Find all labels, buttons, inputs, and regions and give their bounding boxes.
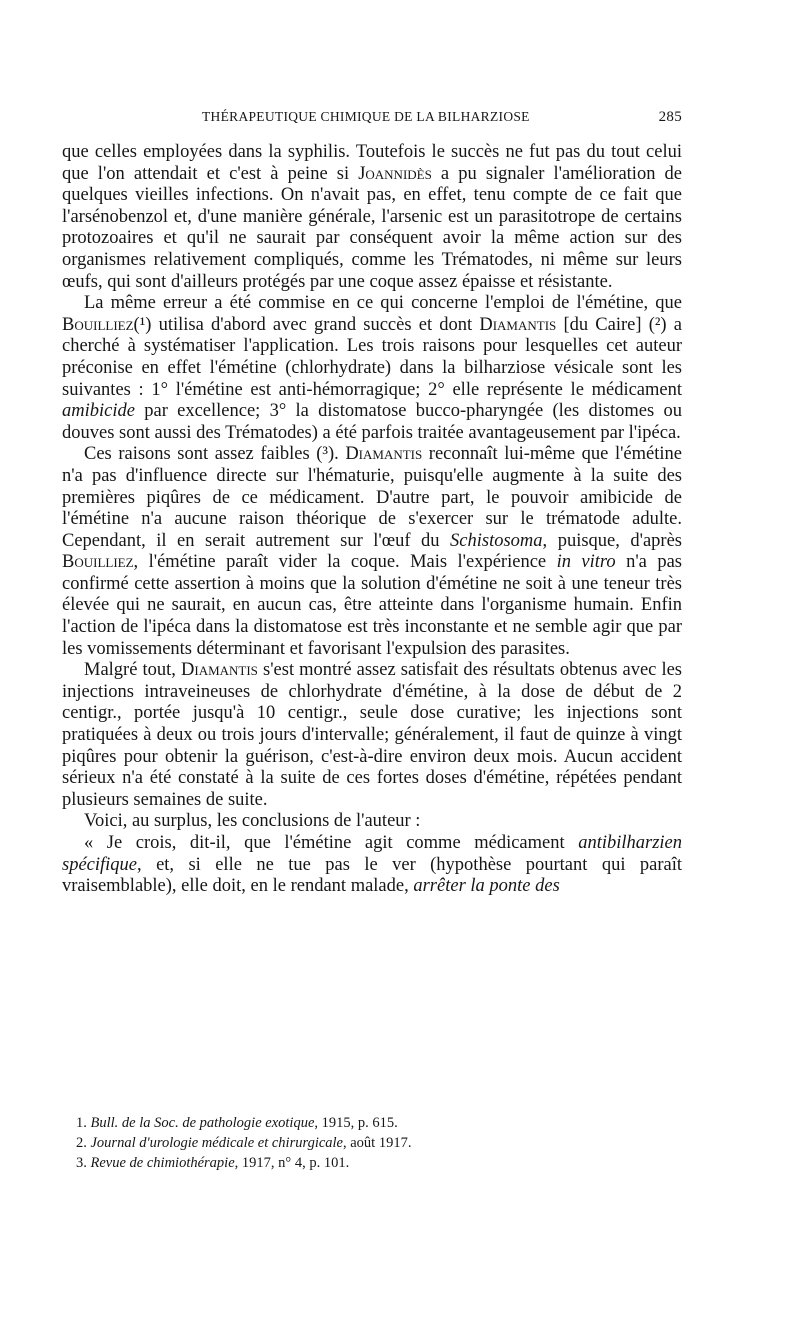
- paragraph-4: Malgré tout, Diamantis s'est montré assez satisfait des résultats obtenus avec les injections intraveineuses de chlorhydrate d'émétine, à la dose de début de 2 centigr., portée jusqu'à 10 centigr., seule dose curative; les injections sont pratiquées à deux ou trois jours d'intervalle; généralement, il faut de quinze à vingt piqûres pour obtenir la guérison, c'est-à-dire environ deux mois. Aucun accident sérieux n'a été constaté à la suite de ces fortes doses d'émétine, répétées pendant plusieurs semaines de suite.: [62, 660, 683, 810]
- author-name: Diamantis: [479, 314, 557, 335]
- main-text: [62, 142, 682, 898]
- footnote-ref: (²): [648, 314, 667, 335]
- author-name: Bouilliez: [62, 552, 134, 573]
- footnote-3: 3. Revue de chimiothérapie, 1917, n° 4, p. 101.: [76, 1155, 350, 1171]
- footnote-2: 2. Journal d'urologie médicale et chirurgicale, août 1917.: [76, 1135, 412, 1151]
- footnote-ref: (¹): [133, 314, 152, 335]
- paragraph-3: Ces raisons sont assez faibles (³). Diamantis reconnaît lui-même que l'émétine n'a pas d'influence directe sur l'hématurie, puisqu'elle augmente à la suite des premières piqûres de ce médicament. D'autre part, le pouvoir amibicide de l'émétine n'a aucune raison théorique de s'exercer sur le trématode adulte. Cependant, il en serait autrement sur l'œuf du Schistosoma, puisque, d'après Bouilliez, l'émétine paraît vider la coque. Mais l'expérience in vitro n'a pas confirmé cette assertion à moins que la solution d'émétine ne soit à une teneur très élevée qui ne saurait, en aucun cas, être atteinte dans l'organisme humain. Enfin l'action de l'ipéca dans la distomatose est très inconstante et ne semble agir que par les vomissements déterminant et favorisant l'expulsion des parasites.: [62, 444, 683, 659]
- author-name: Diamantis: [345, 444, 423, 465]
- page-number: 285: [658, 109, 682, 125]
- author-name: Diamantis: [181, 660, 258, 681]
- author-name: Joannidès: [358, 163, 432, 184]
- footnotes: [62, 1113, 682, 1173]
- footnote-1: 1. Bull. de la Soc. de pathologie exotique, 1915, p. 615.: [76, 1115, 398, 1131]
- paragraph-5: Voici, au surplus, les conclusions de l'auteur :: [84, 811, 421, 832]
- paragraph-1: que celles employées dans la syphilis. Toutefois le succès ne fut pas du tout celui que l'on attendait et c'est à peine si Joannidès a pu signaler l'amélioration de quelques vieilles infections. On n'avait pas, en effet, tenu compte de ce fait que l'arsénobenzol et, d'une manière générale, l'arsenic est un parasitotrope de certains protozoaires et qu'il ne saurait par conséquent avoir la même action sur des organismes relativement compliqués, comme les Trématodes, ni même sur leurs œufs, qui sont d'ailleurs protégés par une coque assez épaisse et résistante.: [62, 142, 682, 292]
- footnote-ref: (³): [316, 444, 335, 465]
- paragraph-2: La même erreur a été commise en ce qui concerne l'emploi de l'émétine, que Bouilliez(¹) utilisa d'abord avec grand succès et dont Diamantis [du Caire] (²) a cherché à systématiser l'application. Les trois raisons pour lesquelles cet auteur préconise en effet l'émétine (chlorhydrate) dans la bilharziose vésicale sont les suivantes : 1° l'émétine est anti-hémorragique; 2° elle représente le médicament amibicide par excellence; 3° la distomatose bucco-pharyngée (les distomes ou douves sont aussi des Trématodes) a été parfois traitée avantageusement par l'ipéca.: [62, 293, 682, 443]
- running-title: THÉRAPEUTIQUE CHIMIQUE DE LA BILHARZIOSE: [202, 109, 530, 124]
- running-header: [62, 107, 682, 131]
- paragraph-6-quote: « Je crois, dit-il, que l'émétine agit comme médicament antibilharzien spécifique, et, si elle ne tue pas le ver (hypothèse pourtant qui paraît vraisemblable), elle doit, en le rendant malade, arrêter la ponte des: [62, 833, 682, 897]
- author-name: Bouilliez: [62, 314, 134, 335]
